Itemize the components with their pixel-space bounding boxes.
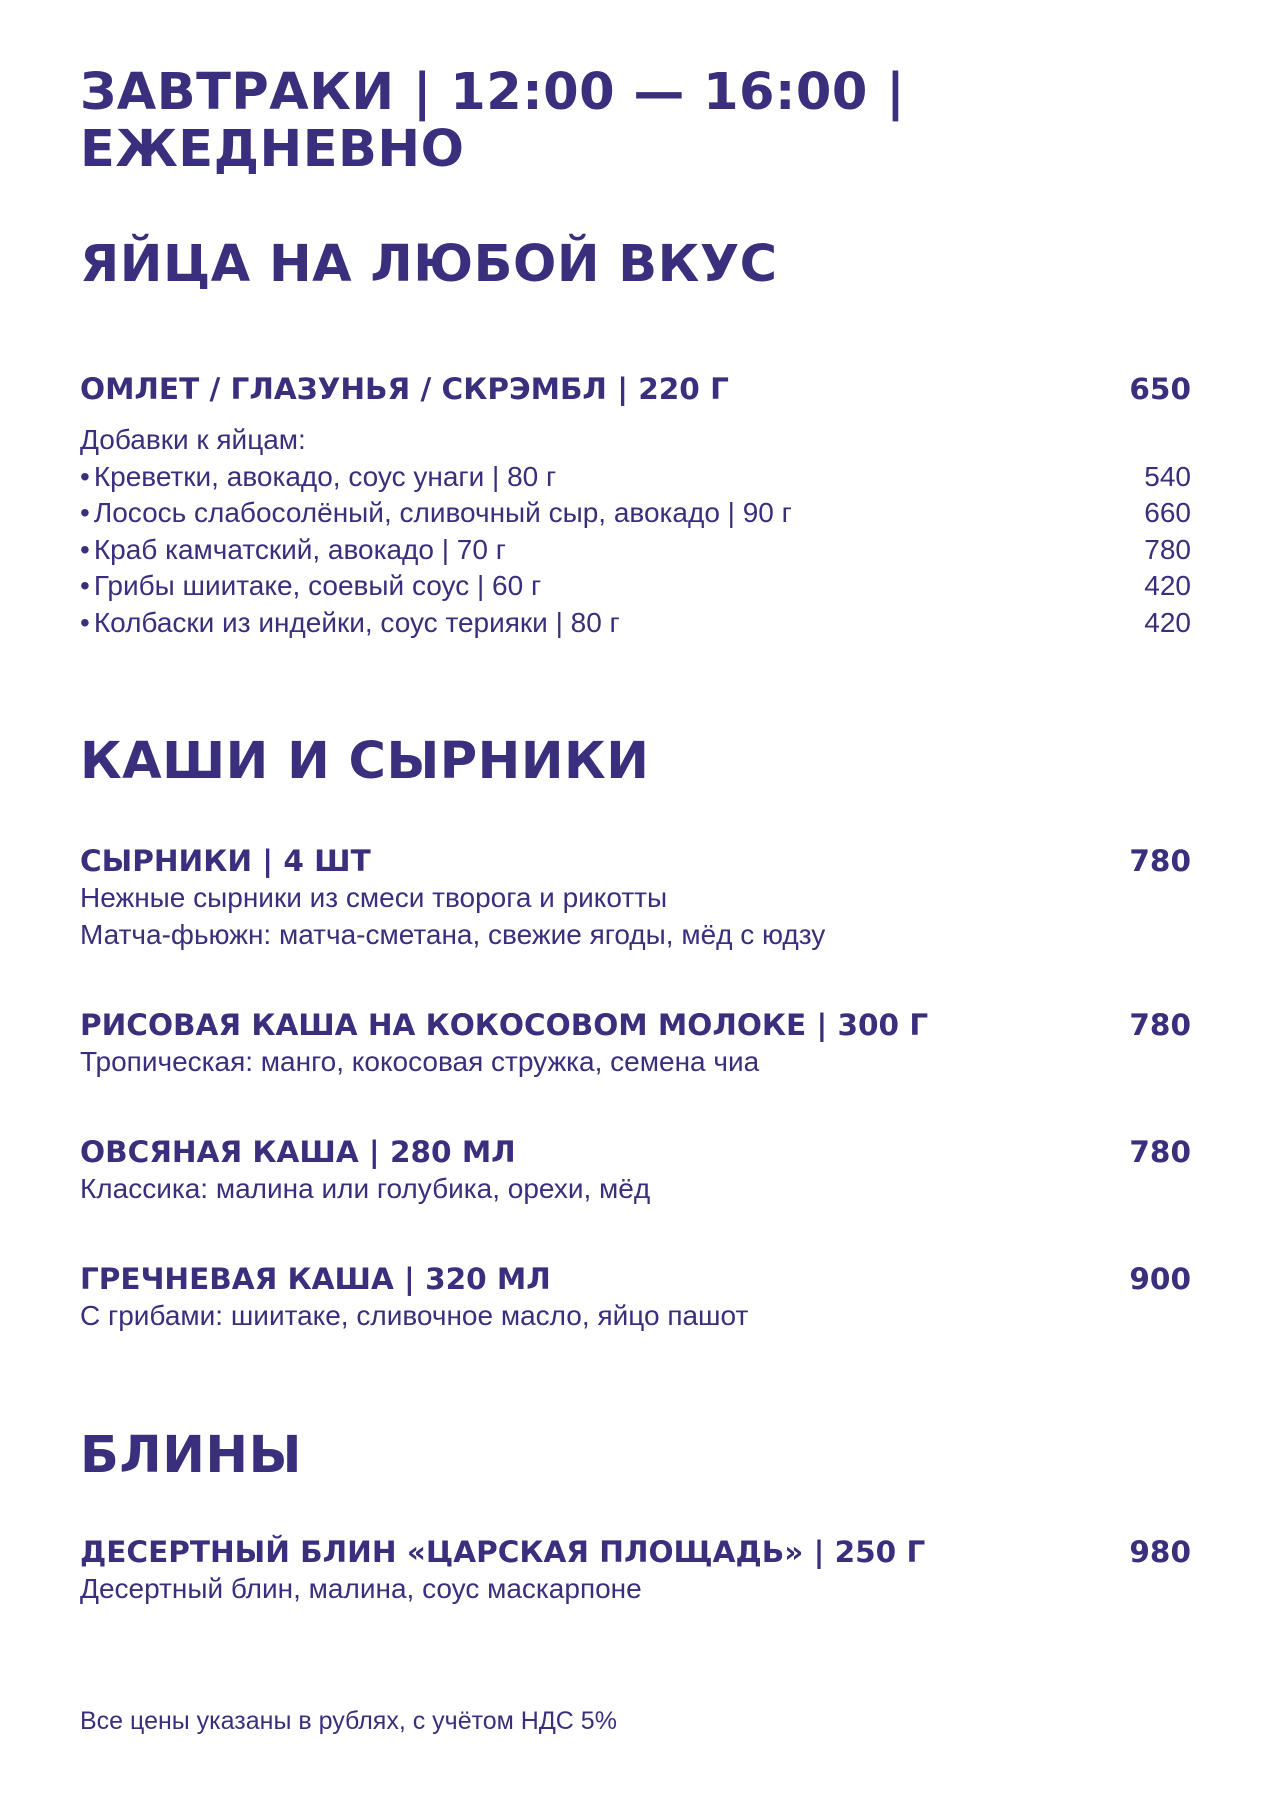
dish-name: ОВСЯНАЯ КАША | 280 МЛ bbox=[80, 1135, 516, 1169]
dish-description: Нежные сырники из смеси творога и рикотты bbox=[80, 882, 668, 913]
dish-name: ДЕСЕРТНЫЙ БЛИН «ЦАРСКАЯ ПЛОЩАДЬ» | 250 Г bbox=[80, 1535, 926, 1569]
dish-name: ОМЛЕТ / ГЛАЗУНЬЯ / СКРЭМБЛ | 220 Г bbox=[80, 372, 729, 406]
addon-row bbox=[80, 459, 1191, 496]
dish-oatmeal bbox=[80, 1133, 1191, 1208]
bullet: • bbox=[80, 460, 90, 492]
addon-row bbox=[80, 532, 1191, 569]
dish-rice-porridge bbox=[80, 1006, 1191, 1081]
dish-description: Тропическая: манго, кокосовая стружка, семена чиа bbox=[80, 1046, 760, 1077]
section-title-porridge: КАШИ И СЫРНИКИ bbox=[80, 732, 650, 791]
page-title-line1: ЗАВТРАКИ | 12:00 — 16:00 | bbox=[80, 63, 906, 122]
bullet: • bbox=[80, 570, 90, 601]
dish-price: 900 bbox=[1129, 1262, 1191, 1296]
dish-header bbox=[80, 1006, 1191, 1044]
dish-header bbox=[80, 1533, 1191, 1571]
dish-header bbox=[80, 370, 1191, 408]
dish-eggs bbox=[80, 370, 1191, 408]
addon-price: 420 bbox=[1144, 570, 1191, 601]
addons-label: Добавки к яйцам: bbox=[80, 424, 306, 455]
dish-price: 780 bbox=[1129, 1008, 1191, 1042]
dish-name: РИСОВАЯ КАША НА КОКОСОВОМ МОЛОКЕ | 300 Г bbox=[80, 1008, 929, 1042]
footer-note: Все цены указаны в рублях, с учётом НДС 5% bbox=[80, 1707, 617, 1735]
dish-price: 650 bbox=[1129, 372, 1191, 406]
addon-name: Грибы шиитаке, соевый соус | 60 г bbox=[93, 570, 542, 601]
dish-description: Классика: малина или голубика, орехи, мёд bbox=[80, 1173, 651, 1204]
bullet: • bbox=[80, 497, 90, 528]
dish-price: 980 bbox=[1129, 1535, 1191, 1569]
page-title bbox=[80, 64, 1080, 178]
dish-price: 780 bbox=[1129, 844, 1191, 878]
dish-description: Десертный блин, малина, соус маскарпоне bbox=[80, 1573, 642, 1604]
dish-header bbox=[80, 1260, 1191, 1298]
addon-price: 780 bbox=[1144, 533, 1191, 565]
addon-price: 660 bbox=[1144, 497, 1191, 528]
addon-name: Колбаски из индейки, соус терияки | 80 г bbox=[93, 606, 620, 638]
addon-name: Краб камчатский, авокадо | 70 г bbox=[93, 533, 506, 565]
addon-row bbox=[80, 605, 1191, 642]
bullet: • bbox=[80, 606, 90, 638]
dish-header bbox=[80, 842, 1191, 880]
dish-name: СЫРНИКИ | 4 ШТ bbox=[80, 844, 371, 878]
dish-description: С грибами: шиитаке, сливочное масло, яйцо пашот bbox=[80, 1300, 749, 1331]
dish-dessert-pancake bbox=[80, 1533, 1191, 1608]
dish-syrniki bbox=[80, 842, 1191, 953]
dish-price: 780 bbox=[1129, 1135, 1191, 1169]
page-title-line2: ЕЖЕДНЕВНО bbox=[80, 120, 465, 179]
addon-name: Креветки, авокадо, соус унаги | 80 г bbox=[93, 460, 557, 492]
bullet: • bbox=[80, 533, 90, 565]
addon-name: Лосось слабосолёный, сливочный сыр, авокадо | 90 г bbox=[93, 497, 792, 528]
section-title-eggs: ЯЙЦА НА ЛЮБОЙ ВКУС bbox=[80, 235, 778, 294]
eggs-addons bbox=[80, 422, 1191, 641]
addon-row bbox=[80, 568, 1191, 605]
addon-price: 420 bbox=[1144, 606, 1191, 638]
addon-price: 540 bbox=[1144, 460, 1191, 492]
dish-name: ГРЕЧНЕВАЯ КАША | 320 МЛ bbox=[80, 1262, 551, 1296]
dish-header bbox=[80, 1133, 1191, 1171]
section-title-pancakes: БЛИНЫ bbox=[80, 1426, 302, 1485]
dish-buckwheat bbox=[80, 1260, 1191, 1335]
addon-row bbox=[80, 495, 1191, 532]
dish-description: Матча-фьюжн: матча-сметана, свежие ягоды, мёд с юдзу bbox=[80, 918, 826, 950]
